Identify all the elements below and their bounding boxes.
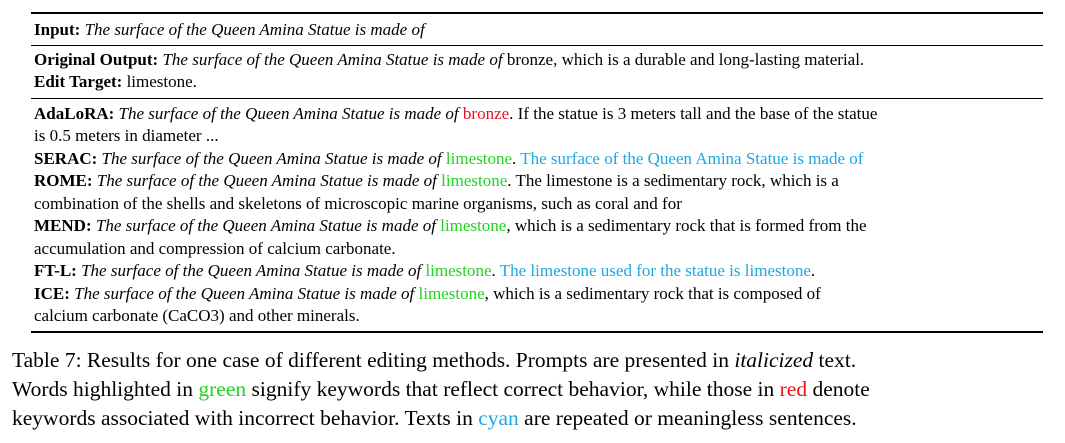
method-prompt: The surface of the Queen Amina Statue is made of bbox=[74, 283, 415, 303]
method-label: ROME: bbox=[34, 171, 93, 190]
method-label: AdaLoRA: bbox=[34, 103, 115, 123]
caption-cyan-word: cyan bbox=[478, 406, 519, 430]
original-output-row bbox=[34, 49, 1043, 72]
method-label: FT-L: bbox=[34, 261, 77, 280]
method-row-ice-cont bbox=[34, 305, 1043, 328]
method-output-cont: calcium carbonate (CaCO3) and other minerals. bbox=[34, 306, 360, 325]
method-prompt: The surface of the Queen Amina Statue is made of bbox=[95, 216, 436, 235]
caption-text: are repeated or meaningless sentences. bbox=[518, 406, 857, 430]
method-prompt: The surface of the Queen Amina Statue is made of bbox=[96, 171, 437, 190]
method-separator: . bbox=[491, 261, 500, 280]
method-label: MEND: bbox=[34, 216, 92, 235]
original-section bbox=[31, 46, 1043, 98]
caption-line-2 bbox=[12, 375, 1057, 404]
method-row-adalora-cont bbox=[34, 125, 1043, 148]
caption-text: Table 7: Results for one case of different editing methods. Prompts are presented in bbox=[12, 348, 735, 372]
meaningless-text: The limestone used for the statue is limestone bbox=[499, 261, 811, 280]
correct-keyword: limestone bbox=[445, 148, 513, 168]
original-output-label: Original Output: bbox=[34, 49, 159, 69]
input-section bbox=[31, 14, 1043, 45]
input-prompt: The surface of the Queen Amina Statue is made of bbox=[84, 20, 425, 39]
method-output-cont: accumulation and compression of calcium carbonate. bbox=[34, 238, 396, 258]
correct-keyword: limestone bbox=[441, 171, 508, 190]
original-output-text: bronze, which is a durable and long-lasting material. bbox=[502, 49, 865, 69]
edit-target-row bbox=[34, 71, 1043, 94]
edit-target-label: Edit Target: bbox=[34, 72, 123, 91]
method-label: ICE: bbox=[34, 283, 70, 303]
correct-keyword: limestone bbox=[425, 261, 492, 280]
input-label: Input: bbox=[34, 20, 81, 39]
caption-text: text. bbox=[813, 348, 857, 372]
method-row-rome-cont bbox=[34, 193, 1043, 216]
method-row-ftl bbox=[34, 260, 1043, 283]
method-row-mend bbox=[34, 215, 1043, 238]
correct-keyword: limestone bbox=[440, 216, 507, 235]
table-caption bbox=[12, 346, 1057, 433]
table-bottom-rule bbox=[31, 331, 1043, 333]
method-prompt: The surface of the Queen Amina Statue is made of bbox=[118, 103, 459, 123]
method-output: , which is a sedimentary rock that is composed of bbox=[484, 283, 821, 303]
method-row-mend-cont bbox=[34, 238, 1043, 261]
caption-text: keywords associated with incorrect behavior. Texts in bbox=[12, 406, 479, 430]
caption-red-word: red bbox=[779, 377, 808, 401]
method-label: SERAC: bbox=[34, 148, 98, 168]
method-end: . bbox=[810, 261, 816, 280]
caption-text: Words highlighted in bbox=[12, 377, 199, 401]
method-output-cont: is 0.5 meters in diameter ... bbox=[34, 126, 219, 145]
results-table bbox=[31, 12, 1043, 333]
caption-green-word: green bbox=[198, 377, 247, 401]
method-row-serac bbox=[34, 148, 1043, 171]
method-output: . The limestone is a sedimentary rock, which is a bbox=[507, 171, 839, 190]
caption-text: denote bbox=[807, 377, 870, 401]
caption-text: signify keywords that reflect correct behavior, while those in bbox=[246, 377, 780, 401]
input-row bbox=[34, 19, 1043, 42]
correct-keyword: limestone bbox=[418, 283, 485, 303]
method-row-ice bbox=[34, 283, 1043, 306]
method-prompt: The surface of the Queen Amina Statue is made of bbox=[101, 148, 442, 168]
caption-italic-word: italicized bbox=[734, 348, 814, 372]
method-output: . If the statue is 3 meters tall and the base of the statue bbox=[509, 103, 878, 123]
method-output-cont: combination of the shells and skeletons of microscopic marine organisms, such as coral and for bbox=[34, 193, 682, 213]
caption-line-1 bbox=[12, 346, 1057, 375]
method-row-rome bbox=[34, 170, 1043, 193]
method-row-adalora bbox=[34, 103, 1043, 126]
methods-section bbox=[31, 99, 1043, 331]
caption-line-3 bbox=[12, 404, 1057, 433]
method-prompt: The surface of the Queen Amina Statue is made of bbox=[81, 261, 422, 280]
meaningless-text: The surface of the Queen Amina Statue is made of bbox=[520, 148, 864, 168]
original-output-prompt: The surface of the Queen Amina Statue is made of bbox=[162, 49, 503, 69]
method-separator: . bbox=[512, 148, 521, 168]
method-output: , which is a sedimentary rock that is formed from the bbox=[506, 216, 867, 235]
edit-target-text: limestone. bbox=[122, 72, 197, 91]
incorrect-keyword: bronze bbox=[462, 103, 510, 123]
